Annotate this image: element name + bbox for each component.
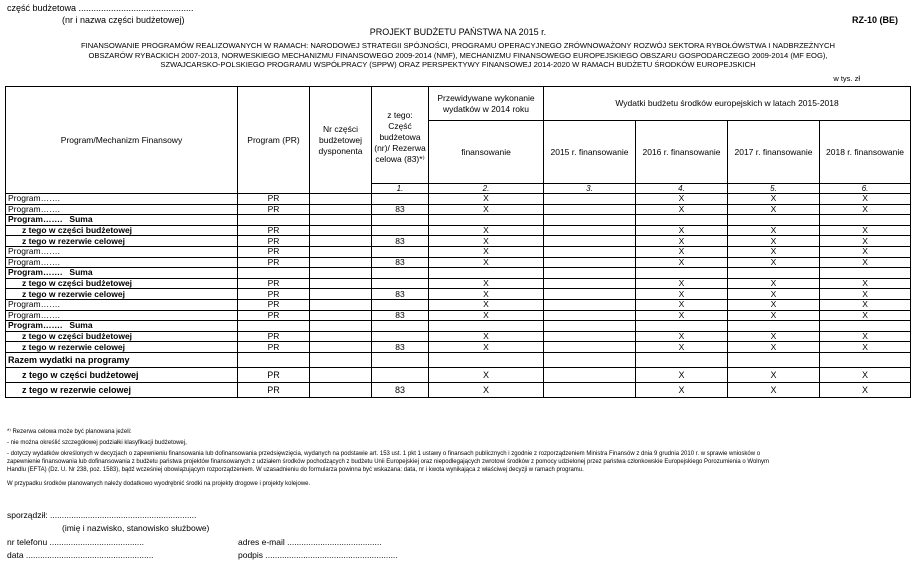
row-2015 [544,310,636,321]
row-nr [310,321,372,332]
row-label: z tego w części budżetowej [6,331,238,342]
row-nr [310,382,372,397]
row-pr: PR [238,342,310,353]
row-label: Program……. [6,257,238,268]
row-2017 [728,352,820,367]
row-rezerwa: 83 [372,382,429,397]
row-label: z tego w rezerwie celowej [6,382,238,397]
col-number: 5. [728,184,820,194]
row-2015 [544,342,636,353]
table-row [6,278,911,289]
row-2017: X [728,289,820,300]
row-2016: X [636,331,728,342]
prepared-by-hint: (imię i nazwisko, stanowisko służbowe) [62,523,210,533]
col-number: 6. [820,184,911,194]
row-rezerwa [372,268,429,279]
row-2018: X [820,310,911,321]
row-label: z tego w rezerwie celowej [6,236,238,247]
row-rezerwa: 83 [372,289,429,300]
row-2014: X [429,310,544,321]
row-nr [310,215,372,226]
row-pr: PR [238,310,310,321]
table-row [6,225,911,236]
row-2016: X [636,367,728,382]
row-pr: PR [238,367,310,382]
row-label: Program……. [6,194,238,205]
row-2017: X [728,278,820,289]
signature-field: podpis ........................................................ [238,550,398,560]
row-rezerwa: 83 [372,342,429,353]
total-row [6,367,911,382]
row-2016 [636,268,728,279]
row-2015 [544,278,636,289]
row-2016 [636,321,728,332]
row-rezerwa [372,225,429,236]
row-label: Program……. [6,246,238,257]
row-pr: PR [238,194,310,205]
row-2017 [728,321,820,332]
row-2014: X [429,367,544,382]
table-row [6,331,911,342]
row-2018 [820,268,911,279]
row-2016: X [636,310,728,321]
row-2015 [544,215,636,226]
row-2015 [544,382,636,397]
col-number: 1. [372,184,429,194]
row-rezerwa [372,299,429,310]
page-subtitle [0,41,916,70]
row-label: z tego w rezerwie celowej [6,289,238,300]
row-2016: X [636,236,728,247]
row-rezerwa: 83 [372,236,429,247]
header-year-2017: 2017 r. finansowanie [728,121,820,184]
row-nr [310,257,372,268]
row-nr [310,331,372,342]
row-2017: X [728,331,820,342]
row-2014: X [429,289,544,300]
header-year-2018: 2018 r. finansowanie [820,121,911,184]
row-2018: X [820,342,911,353]
row-rezerwa [372,246,429,257]
row-2014: X [429,236,544,247]
row-2016 [636,352,728,367]
row-2015 [544,246,636,257]
row-nr [310,310,372,321]
row-2015 [544,204,636,215]
row-nr [310,299,372,310]
row-2017: X [728,367,820,382]
row-pr: PR [238,246,310,257]
row-nr [310,278,372,289]
row-rezerwa [372,194,429,205]
row-label: Program……. [6,204,238,215]
row-2015 [544,289,636,300]
footnote: zapewnienie finansowania lub dofinansowania z budżetu państwa projektów finansowanych z udziałem środków pochodzących z budżetu Unii Europejskiej oraz niepodlegających zwrotowi środków z pomocy udzielonej przez państwa członkowskie Europejskiego Porozumienia o Wolnym [7,459,769,465]
row-2014: X [429,331,544,342]
row-pr: PR [238,382,310,397]
row-2015 [544,352,636,367]
row-2015 [544,257,636,268]
row-2018: X [820,194,911,205]
footnote: - dotyczy wydatków określonych w decyzjach o zapewnieniu finansowania lub dofinansowania przedsięwzięcia, wydanych na podstawie art. 153 ust. 1 pkt 1 ustawy o finansach publicznych i zgodnie z rozporządzeniem Ministra Finansów z dnia 9 grudnia 2010 r. w sprawie wniosków o [7,451,761,457]
row-label: Program……. [6,299,238,310]
row-rezerwa [372,321,429,332]
row-2014 [429,352,544,367]
row-label: Razem wydatki na programy [6,352,238,367]
total-row [6,352,911,367]
part-hint: (nr i nazwa części budżetowej) [62,15,185,25]
row-rezerwa: 83 [372,204,429,215]
table-row [6,299,911,310]
row-pr [238,215,310,226]
row-rezerwa [372,352,429,367]
row-pr: PR [238,204,310,215]
row-2017: X [728,299,820,310]
row-nr [310,225,372,236]
row-2018: X [820,246,911,257]
row-2017: X [728,204,820,215]
row-nr [310,246,372,257]
row-2015 [544,268,636,279]
row-2016: X [636,278,728,289]
row-2014: X [429,246,544,257]
header-year-2015: 2015 r. finansowanie [544,121,636,184]
total-row [6,382,911,397]
prepared-by: sporządził: .............................................................. [7,510,197,520]
row-2018: X [820,289,911,300]
email-field: adres e-mail ........................................ [238,537,382,547]
table-row [6,321,911,332]
table-row [6,310,911,321]
table-row [6,194,911,205]
row-label: Program……. Suma [6,215,238,226]
row-2015 [544,194,636,205]
row-nr [310,342,372,353]
col-number: 3. [544,184,636,194]
row-2018: X [820,257,911,268]
subtitle-line: FINANSOWANIE PROGRAMÓW REALIZOWANYCH W RAMACH: NARODOWEJ STRATEGII SPÓJNOŚCI, PROGRAMU OPERACYJNEGO ZRÓWNOWAŻONY ROZWÓJ SEKTORA RYBOŁÓWSTWA I NADBRZEŻNYCH [81,41,835,50]
row-nr [310,236,372,247]
row-2015 [544,331,636,342]
footnotes [7,428,907,488]
row-2016: X [636,225,728,236]
subtitle-line: OBSZARÓW RYBACKICH 2007-2013, NORWESKIEGO MECHANIZMU FINANSOWEGO 2009-2014 (NMF), MECHANIZMU FINANSOWEGO EUROPEJSKIEGO OBSZARU GOSPODARCZEGO 2009-2014 (MF EOG), [88,50,828,60]
footnote: - nie można określić szczegółowej podziałki klasyfikacji budżetowej, [7,440,187,446]
row-nr [310,204,372,215]
row-2017: X [728,225,820,236]
row-pr: PR [238,331,310,342]
row-2014 [429,268,544,279]
row-label: z tego w części budżetowej [6,367,238,382]
row-pr [238,352,310,367]
header-ztego: z tego: [372,87,429,121]
row-2018 [820,352,911,367]
row-2014 [429,215,544,226]
row-label: Program……. [6,310,238,321]
row-2014: X [429,342,544,353]
row-2015 [544,367,636,382]
row-2016: X [636,382,728,397]
row-2014: X [429,278,544,289]
table-row [6,342,911,353]
row-2018: X [820,204,911,215]
row-2018: X [820,299,911,310]
row-nr [310,289,372,300]
header-pr: Program (PR) [238,87,310,194]
row-rezerwa: 83 [372,257,429,268]
row-2016 [636,215,728,226]
table-row [6,289,911,300]
row-label: z tego w rezerwie celowej [6,342,238,353]
row-2016: X [636,257,728,268]
row-2016: X [636,246,728,257]
table-row [6,246,911,257]
row-rezerwa [372,367,429,382]
table-row [6,204,911,215]
row-pr: PR [238,236,310,247]
row-2014: X [429,299,544,310]
row-2018: X [820,331,911,342]
row-2018: X [820,225,911,236]
row-pr [238,321,310,332]
phone-field: nr telefonu ........................................ [7,537,144,547]
row-2017: X [728,246,820,257]
table-row [6,215,911,226]
row-2014: X [429,382,544,397]
row-pr: PR [238,257,310,268]
row-label: Program……. Suma [6,268,238,279]
subtitle-line: SZWAJCARSKO-POLSKIEGO PROGRAMU WSPÓŁPRACY (SPPW) ORAZ PERSPEKTYWY FINANSOWEJ 2014-2020 W RAMACH BUDŻETU ŚRODKÓW EUROPEJSKICH [160,60,756,69]
row-nr [310,194,372,205]
row-2014 [429,321,544,332]
footnote: W przypadku środków planowanych należy dodatkowo wyodrębnić środki na projekty drogowe i projekty kolejowe. [7,481,311,487]
row-2014: X [429,194,544,205]
row-2017: X [728,310,820,321]
row-pr [238,268,310,279]
row-rezerwa: 83 [372,310,429,321]
row-pr: PR [238,278,310,289]
row-nr [310,268,372,279]
row-pr: PR [238,299,310,310]
form-code: RZ-10 (BE) [851,15,898,25]
header-wydatki: Wydatki budżetu środków europejskich w latach 2015-2018 [544,87,911,121]
header-przewidywane: Przewidywane wykonanie wydatków w 2014 roku [429,87,544,121]
row-2017: X [728,194,820,205]
row-pr: PR [238,225,310,236]
header-year-2016: 2016 r. finansowanie [636,121,728,184]
row-2017: X [728,257,820,268]
date-field: data ...................................................... [7,550,154,560]
row-2018: X [820,367,911,382]
row-rezerwa [372,278,429,289]
col-number: 2. [429,184,544,194]
row-2016: X [636,299,728,310]
header-rezerwa: Część budżetowa (nr)/ Rezerwa celowa (83)*⁾ [372,121,429,184]
row-label: z tego w części budżetowej [6,225,238,236]
row-2018: X [820,236,911,247]
unit-label: w tys. zł [833,74,860,83]
header-finansowanie: finansowanie [429,121,544,184]
row-2015 [544,299,636,310]
row-2018: X [820,382,911,397]
row-2016: X [636,194,728,205]
row-2017: X [728,382,820,397]
part-label: część budżetowa .............................................. [7,3,194,13]
row-2018: X [820,278,911,289]
footnote: Handlu (EFTA) (Dz. U. Nr 238, poz. 1583), bądź wcześniej obowiązującym rozporządzeniem. W uzasadnieniu do formularza powinna być wskazana: data, nr i kwota wynikająca z właściwej decyzji w ramach programu. [7,467,584,473]
row-2015 [544,225,636,236]
row-2016: X [636,204,728,215]
row-nr [310,367,372,382]
row-label: z tego w części budżetowej [6,278,238,289]
row-rezerwa [372,331,429,342]
row-2015 [544,236,636,247]
row-rezerwa [372,215,429,226]
header-nr: Nr części budżetowej dysponenta [310,87,372,194]
col-number: 4. [636,184,728,194]
row-pr: PR [238,289,310,300]
table-row [6,257,911,268]
table-row [6,236,911,247]
budget-table [5,86,911,398]
row-nr [310,352,372,367]
row-2016: X [636,342,728,353]
table-row [6,268,911,279]
row-2015 [544,321,636,332]
row-2017: X [728,342,820,353]
footnote: *⁾ Rezerwa celowa może być planowana jeżeli: [7,429,132,435]
row-2018 [820,321,911,332]
row-2018 [820,215,911,226]
row-2014: X [429,204,544,215]
row-2017: X [728,236,820,247]
row-2016: X [636,289,728,300]
row-2017 [728,215,820,226]
row-2014: X [429,257,544,268]
header-program: Program/Mechanizm Finansowy [6,87,238,194]
page-title: PROJEKT BUDŻETU PAŃSTWA NA 2015 r. [369,27,547,37]
row-2014: X [429,225,544,236]
row-2017 [728,268,820,279]
row-label: Program……. Suma [6,321,238,332]
